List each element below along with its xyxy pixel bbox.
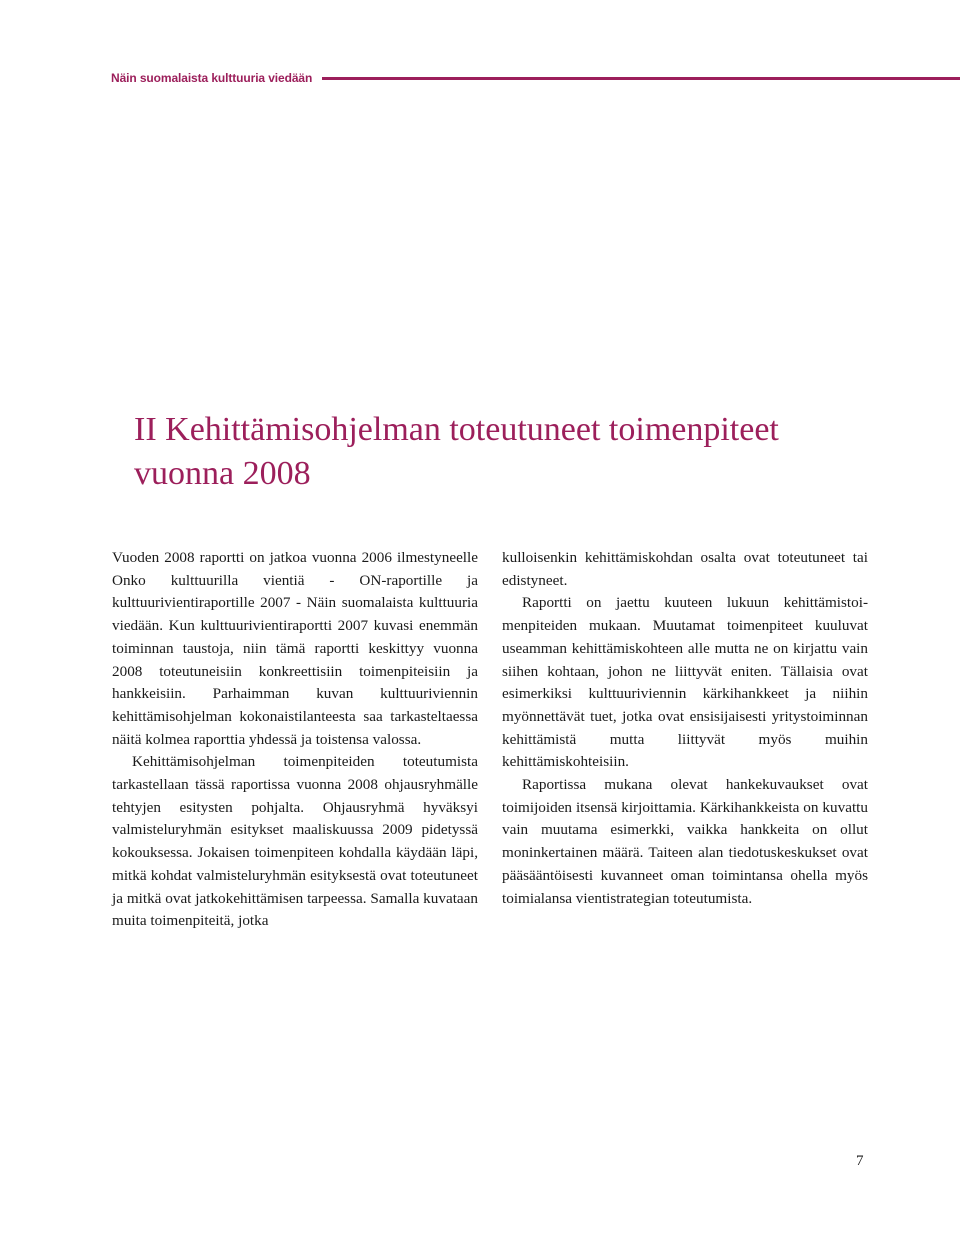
chapter-title	[134, 408, 894, 496]
chapter-title-line-2: vuonna 2008	[134, 455, 311, 492]
paragraph: kulloisenkin kehittämiskohdan osalta ovat toteutuneet tai edistyneet.	[502, 549, 868, 589]
chapter-title-line-1: II Kehittämisohjelman toteutuneet toimenpiteet	[134, 411, 779, 448]
paragraph: Raportissa mukana olevat hankekuvaukset ovat toimijoiden itsensä kirjoittamia. Kärkihankkeista on kuvattu vain muutama esimerkki, vaikka hankkeita on ollut moninkertainen määrä. Taiteen alan tiedotuskeskukset ovat pääsääntöisesti kuvanneet oman toimintansa ohella myös toimialansa vientistrategian toteutumista.	[502, 776, 868, 907]
header-rule	[322, 77, 960, 80]
page-number: 7	[856, 1153, 864, 1169]
running-header-title: Näin suomalaista kulttuuria viedään	[111, 71, 313, 85]
running-header	[111, 68, 960, 88]
left-column	[112, 547, 478, 933]
paragraph: Vuoden 2008 raportti on jatkoa vuonna 2006 ilmestyneelle Onko kulttuurilla vientiä - ON-raportille ja kulttuurivientiraportille 2007 - Näin suomalaista kulttuuria viedään. Kun kulttuurivientiraportti 2007 kuvasi enemmän toiminnan taustoja, niin tämä raportti keskittyy vuonna 2008 toteutuneisiin konkreettisiin toimenpiteisiin ja hankkeisiin. Parhaimman kuvan kulttuuriviennin kehittämisohjelman kokonaistilanteesta saa tarkasteltaessa näitä kolmea raporttia yhdessä ja toistensa valossa.	[112, 549, 478, 748]
paragraph: Raportti on jaettu kuuteen lukuun kehittämistoimenpiteiden mukaan. Muutamat toimenpiteet kuuluvat useamman kehittämiskohteen alle mutta ne on kirjattu vain siihen kohtaan, johon ne liittyvät eniten. Tällaisia ovat esimerkiksi kulttuuriviennin kärkihankkeet ja niihin myönnettävät tuet, jotka ovat ensisijaisesti yritystoiminnan kehittämistä mutta liittyvät myös muihin kehittämiskohteisiin.	[502, 594, 868, 771]
paragraph: Kehittämisohjelman toimenpiteiden toteutumista tarkastellaan tässä raportissa vuonna 2008 ohjausryhmälle tehtyjen esitysten pohjalta. Ohjausryhmä hyväksyi valmisteluryhmän esitykset maaliskuussa 2009 pidetyssä kokouksessa. Jokaisen toimenpiteen kohdalla käydään läpi, mitkä kohdat valmisteluryhmän esityksestä ovat toteutuneet ja mitkä ovat jatkokehittämisen tarpeessa. Samalla kuvataan muita toimenpiteitä, jotka	[112, 753, 478, 930]
right-column	[502, 547, 868, 910]
